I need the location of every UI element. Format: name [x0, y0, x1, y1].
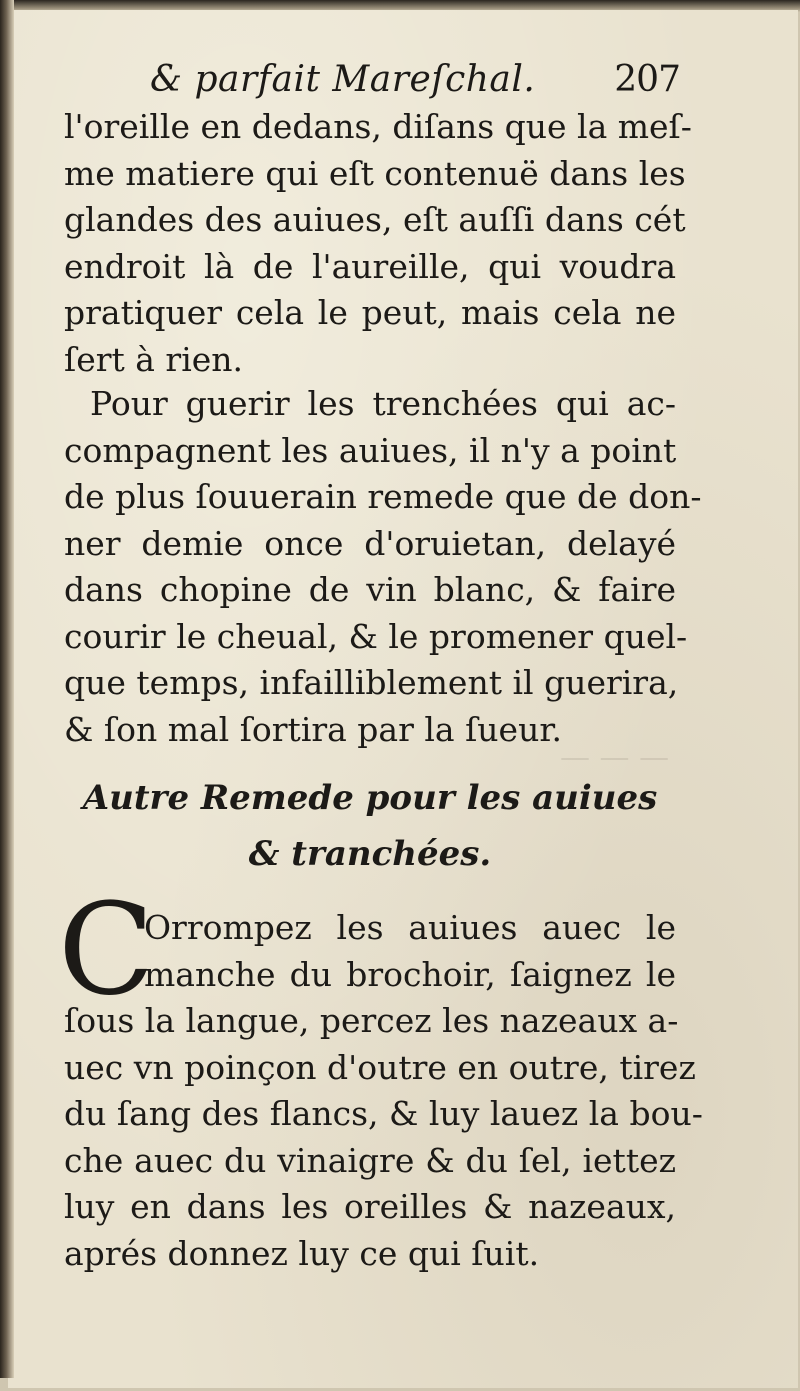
text-line: que temps, infailliblement il guerira,	[64, 663, 679, 702]
text-line: Orrompez les auiues auec le	[144, 908, 676, 947]
text-line: aprés donnez luy ce qui ſuit.	[64, 1233, 540, 1273]
text-line: de plus ſouuerain remede que de don-	[64, 477, 702, 516]
section-heading-line-1: Autre Remede pour les auiues	[82, 778, 658, 818]
paragraph-3	[64, 905, 703, 1277]
text-line: compagnent les auiues, il n'y a point	[64, 430, 677, 470]
running-head	[150, 52, 680, 108]
text-line: glandes des auiues, eſt auſſi dans cét	[64, 200, 686, 239]
text-line: luy en dans les oreilles & nazeaux,	[64, 1187, 676, 1226]
text-line: endroit là de l'aureille, qui voudra	[64, 246, 676, 286]
running-head-title: & parfait Mareſchal.	[150, 59, 536, 100]
paragraph-1	[64, 104, 692, 383]
text-line: ſert à rien.	[64, 339, 244, 379]
show-through-text: — — —	[560, 740, 670, 775]
text-line: ner demie once d'oruietan, delayé	[64, 523, 676, 563]
section-heading-line-2: & tranchées.	[248, 834, 492, 874]
text-line: Pour guerir les trenchées qui ac-	[90, 384, 676, 423]
paragraph-2	[64, 381, 702, 753]
text-line: ſous la langue, percez les nazeaux a-	[64, 1001, 679, 1040]
text-line: & ſon mal ſortira par la ſueur.	[64, 709, 562, 749]
text-line: che auec du vinaigre & du ſel, iettez	[64, 1140, 676, 1180]
text-line: manche du brochoir, ſaignez le	[144, 954, 676, 994]
binding-gutter	[0, 0, 14, 1378]
text-line: pratiquer cela le peut, mais cela ne	[64, 293, 676, 332]
drop-cap: C	[58, 876, 155, 1023]
text-line: me matiere qui eſt contenuë dans les	[64, 153, 686, 193]
text-line: courir le cheual, & le promener quel-	[64, 616, 688, 656]
page-number: 207	[614, 59, 680, 100]
text-line: l'oreille en dedans, diſans que la meſ-	[64, 107, 692, 146]
text-line: dans chopine de vin blanc, & faire	[64, 570, 676, 609]
text-line: uec vn poinçon d'outre en outre, tirez	[64, 1047, 696, 1087]
text-line: du ſang des flancs, & luy lauez la bou-	[64, 1094, 703, 1133]
